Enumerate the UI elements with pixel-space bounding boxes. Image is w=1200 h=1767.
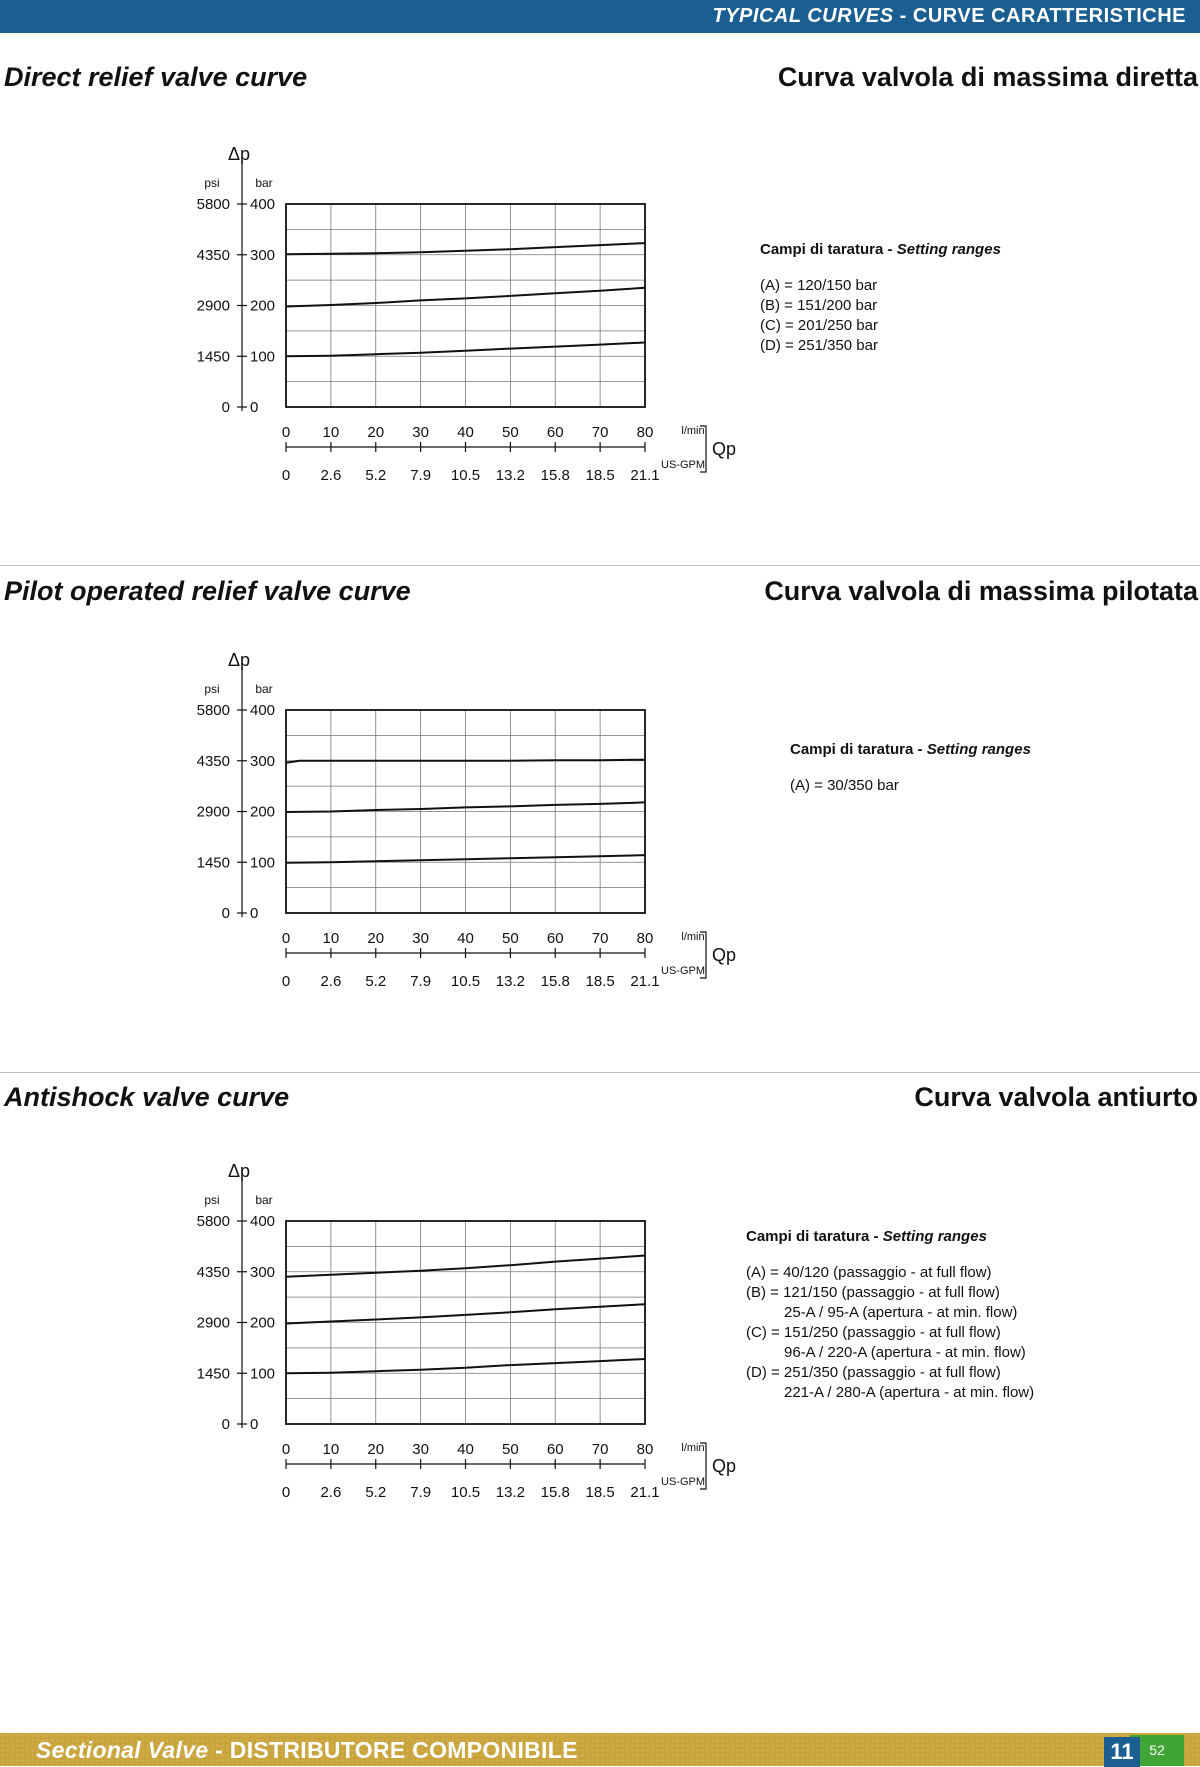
x-tick-label-gpm: 5.2 xyxy=(365,973,387,990)
y-tick-label-psi: 4350 xyxy=(196,1263,230,1281)
section-2-ranges xyxy=(790,740,1031,796)
chart-antishock xyxy=(0,1157,760,1537)
y-tick-label-psi: 5800 xyxy=(196,196,230,213)
x-tick-label-lmin: 0 xyxy=(281,424,291,441)
range-item: (A) = 30/350 bar xyxy=(790,777,899,794)
x-tick-label-lmin: 0 xyxy=(281,1441,291,1458)
x-tick-label-gpm: 10.5 xyxy=(450,467,481,484)
ranges-heading: Campi di taratura - Setting ranges xyxy=(760,241,1001,258)
x-tick-label-gpm: 21.1 xyxy=(630,973,660,990)
x-tick-label-gpm: 0 xyxy=(281,467,291,484)
x-tick-label-lmin: 20 xyxy=(367,930,385,947)
footer-title-it: DISTRIBUTORE COMPONIBILE xyxy=(229,1737,578,1763)
x-tick-label-lmin: 70 xyxy=(591,930,609,947)
x-unit-lmin: l/min xyxy=(681,931,705,943)
y-tick-label-bar: 200 xyxy=(250,803,276,821)
x-tick-label-gpm: 15.8 xyxy=(540,973,570,990)
header-title-it: CURVE CARATTERISTICHE xyxy=(912,5,1186,27)
chart-pilot-relief xyxy=(0,646,760,1026)
x-tick-label-lmin: 70 xyxy=(591,1441,609,1458)
range-item: (D) = 251/350 bar xyxy=(760,337,878,354)
x-tick-label-lmin: 10 xyxy=(322,930,340,947)
y-tick-label-psi: 1450 xyxy=(196,854,230,872)
x-unit-gpm: US-GPM xyxy=(661,459,705,471)
y-tick-label-psi: 5800 xyxy=(196,702,230,719)
y-tick-label-bar: 0 xyxy=(250,905,259,922)
footer-bar xyxy=(0,1733,1200,1766)
y-tick-label-psi: 1450 xyxy=(196,348,230,366)
y-tick-label-psi: 2900 xyxy=(196,803,230,821)
x-axis-label: Qp xyxy=(712,945,737,965)
x-unit-lmin: l/min xyxy=(681,425,705,437)
range-item: 25-A / 95-A (apertura - at min. flow) xyxy=(784,1304,1018,1321)
x-tick-label-lmin: 60 xyxy=(546,424,564,441)
x-tick-label-lmin: 40 xyxy=(457,1441,474,1458)
y-tick-label-bar: 300 xyxy=(250,752,276,770)
section-2-title-en: Pilot operated relief valve curve xyxy=(4,576,411,606)
x-tick-label-lmin: 10 xyxy=(322,1441,340,1458)
y-axis-label: Δp xyxy=(227,650,251,670)
x-tick-label-gpm: 7.9 xyxy=(410,973,432,990)
x-tick-label-lmin: 50 xyxy=(502,930,519,947)
x-tick-label-gpm: 15.8 xyxy=(540,467,570,484)
x-tick-label-gpm: 2.6 xyxy=(320,1484,342,1501)
x-tick-label-gpm: 0 xyxy=(281,1484,291,1501)
y-tick-label-psi: 0 xyxy=(221,1416,230,1433)
x-tick-label-gpm: 7.9 xyxy=(410,1484,432,1501)
chart-svg xyxy=(0,1157,760,1537)
header-title-en: TYPICAL CURVES xyxy=(712,5,894,27)
x-tick-label-gpm: 5.2 xyxy=(365,467,387,484)
x-tick-label-lmin: 80 xyxy=(636,930,654,947)
x-axis-label: Qp xyxy=(712,439,737,459)
y-axis-label: Δp xyxy=(227,1161,251,1181)
x-tick-label-lmin: 80 xyxy=(636,1441,654,1458)
x-tick-label-lmin: 30 xyxy=(412,424,429,441)
x-tick-label-lmin: 20 xyxy=(367,1441,385,1458)
y-tick-label-bar: 300 xyxy=(250,1263,276,1281)
x-tick-label-gpm: 10.5 xyxy=(450,973,481,990)
range-item: (A) = 120/150 bar xyxy=(760,277,878,294)
x-tick-label-lmin: 30 xyxy=(412,930,429,947)
x-tick-label-lmin: 0 xyxy=(281,930,291,947)
y-tick-label-bar: 0 xyxy=(250,399,259,416)
y-tick-label-bar: 100 xyxy=(250,854,276,872)
x-tick-label-lmin: 50 xyxy=(502,1441,519,1458)
header-title xyxy=(712,5,1186,28)
x-tick-label-lmin: 60 xyxy=(546,930,564,947)
x-tick-label-gpm: 0 xyxy=(281,973,291,990)
y-tick-label-bar: 100 xyxy=(250,1365,276,1383)
x-tick-label-gpm: 15.8 xyxy=(540,1484,570,1501)
x-tick-label-lmin: 30 xyxy=(412,1441,429,1458)
x-tick-label-lmin: 60 xyxy=(546,1441,564,1458)
y-tick-label-psi: 1450 xyxy=(196,1365,230,1383)
x-tick-label-gpm: 2.6 xyxy=(320,467,342,484)
y-tick-label-bar: 300 xyxy=(250,246,276,264)
section-1-ranges xyxy=(760,240,1001,356)
section-3-title-en: Antishock valve curve xyxy=(4,1082,290,1112)
header-bar xyxy=(0,0,1200,33)
x-tick-label-gpm: 13.2 xyxy=(495,973,525,990)
x-tick-label-lmin: 40 xyxy=(457,424,474,441)
chart-svg xyxy=(0,140,760,520)
x-unit-gpm: US-GPM xyxy=(661,965,705,977)
y-tick-label-psi: 5800 xyxy=(196,1213,230,1230)
x-tick-label-gpm: 18.5 xyxy=(585,1484,615,1501)
x-tick-label-lmin: 20 xyxy=(367,424,385,441)
y-tick-label-psi: 0 xyxy=(221,399,230,416)
y-tick-label-bar: 400 xyxy=(250,196,276,213)
x-tick-label-gpm: 18.5 xyxy=(585,973,615,990)
x-tick-label-lmin: 10 xyxy=(322,424,340,441)
section-2-title-it: Curva valvola di massima pilotata xyxy=(764,576,1198,606)
y-axis-label: Δp xyxy=(227,144,251,164)
y-tick-label-psi: 2900 xyxy=(196,297,230,315)
x-tick-label-gpm: 2.6 xyxy=(320,973,342,990)
y-unit-bar: bar xyxy=(255,176,273,190)
page-section-number: 11 xyxy=(1104,1737,1140,1767)
y-tick-label-bar: 200 xyxy=(250,1314,276,1332)
header-title-sep: - xyxy=(899,5,907,27)
y-unit-psi: psi xyxy=(204,1193,220,1207)
section-3-ranges xyxy=(746,1227,1034,1403)
y-tick-label-bar: 0 xyxy=(250,1416,259,1433)
section-divider xyxy=(0,1072,1200,1073)
x-tick-label-lmin: 70 xyxy=(591,424,609,441)
ranges-heading: Campi di taratura - Setting ranges xyxy=(790,741,1031,758)
page-number: 52 xyxy=(1130,1735,1184,1766)
range-item: (A) = 40/120 (passaggio - at full flow) xyxy=(746,1264,992,1281)
x-tick-label-gpm: 21.1 xyxy=(630,467,660,484)
y-tick-label-psi: 2900 xyxy=(196,1314,230,1332)
section-1-title-it: Curva valvola di massima diretta xyxy=(777,62,1198,92)
y-unit-psi: psi xyxy=(204,682,220,696)
x-tick-label-lmin: 50 xyxy=(502,424,519,441)
x-tick-label-lmin: 40 xyxy=(457,930,474,947)
x-tick-label-gpm: 10.5 xyxy=(450,1484,481,1501)
x-tick-label-gpm: 18.5 xyxy=(585,467,615,484)
y-unit-bar: bar xyxy=(255,682,273,696)
y-unit-bar: bar xyxy=(255,1193,273,1207)
range-item: 96-A / 220-A (apertura - at min. flow) xyxy=(784,1344,1026,1361)
y-tick-label-bar: 400 xyxy=(250,1213,276,1230)
chart-svg xyxy=(0,646,760,1026)
range-item: (D) = 251/350 (passaggio - at full flow) xyxy=(746,1364,1001,1381)
range-item: 221-A / 280-A (apertura - at min. flow) xyxy=(784,1384,1035,1401)
y-unit-psi: psi xyxy=(204,176,220,190)
footer-title xyxy=(36,1737,578,1764)
footer-title-en: Sectional Valve xyxy=(36,1737,209,1763)
y-tick-label-bar: 100 xyxy=(250,348,276,366)
footer-title-sep: - xyxy=(215,1737,224,1763)
y-tick-label-psi: 0 xyxy=(221,905,230,922)
range-item: (C) = 201/250 bar xyxy=(760,317,878,334)
section-1-title-en: Direct relief valve curve xyxy=(4,62,308,92)
x-tick-label-lmin: 80 xyxy=(636,424,654,441)
range-item: (C) = 151/250 (passaggio - at full flow) xyxy=(746,1324,1001,1341)
y-tick-label-bar: 400 xyxy=(250,702,276,719)
x-tick-label-gpm: 5.2 xyxy=(365,1484,387,1501)
x-tick-label-gpm: 7.9 xyxy=(410,467,432,484)
y-tick-label-bar: 200 xyxy=(250,297,276,315)
x-tick-label-gpm: 13.2 xyxy=(495,1484,525,1501)
x-unit-gpm: US-GPM xyxy=(661,1476,705,1488)
x-axis-label: Qp xyxy=(712,1456,737,1476)
range-item: (B) = 121/150 (passaggio - at full flow) xyxy=(746,1284,1000,1301)
section-3-title-it: Curva valvola antiurto xyxy=(914,1082,1198,1112)
section-divider xyxy=(0,565,1200,566)
range-item: (B) = 151/200 bar xyxy=(760,297,878,314)
ranges-heading: Campi di taratura - Setting ranges xyxy=(746,1228,987,1245)
chart-direct-relief xyxy=(0,140,760,520)
x-unit-lmin: l/min xyxy=(681,1442,705,1454)
y-tick-label-psi: 4350 xyxy=(196,752,230,770)
x-tick-label-gpm: 21.1 xyxy=(630,1484,660,1501)
x-tick-label-gpm: 13.2 xyxy=(495,467,525,484)
y-tick-label-psi: 4350 xyxy=(196,246,230,264)
